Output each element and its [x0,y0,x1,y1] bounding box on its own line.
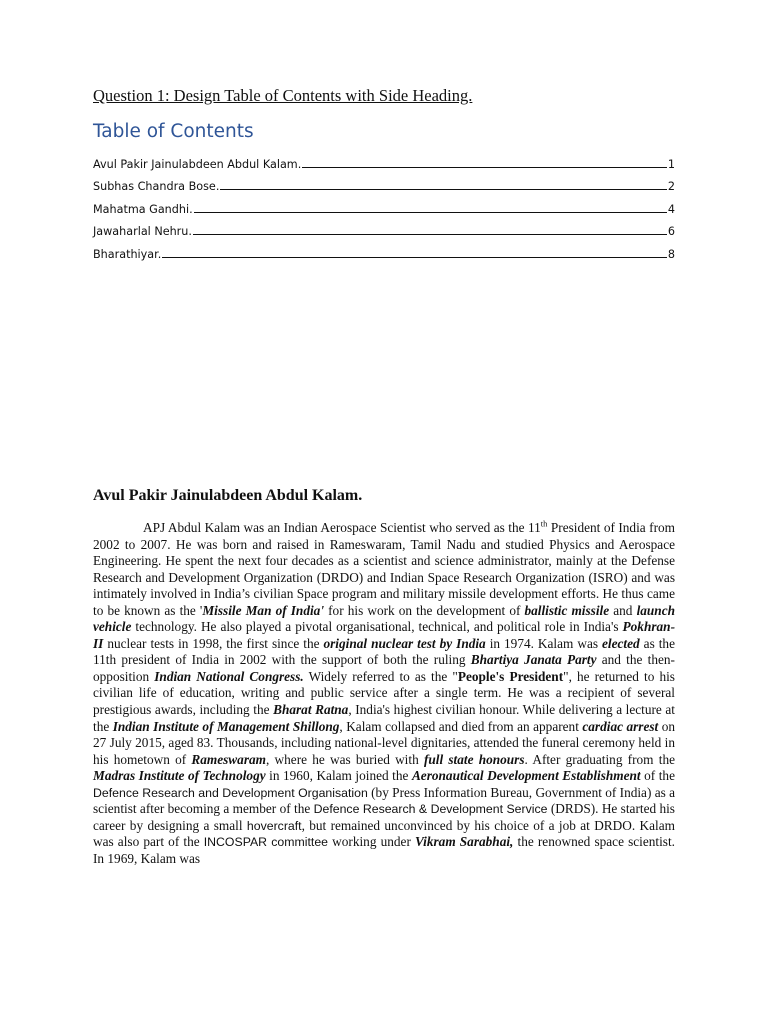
superscript-text: th [540,518,548,529]
toc-entry-page: 4 [667,202,675,216]
toc-entry-label: Mahatma Gandhi. [93,202,193,216]
emphasized-text: INCOSPAR committee [203,835,329,850]
paragraph-text: , where he was buried with [266,751,424,767]
section-heading: Avul Pakir Jainulabdeen Abdul Kalam. [93,487,363,504]
paragraph-text: technology. He also played a pivotal organisational, technical, and political role in India's [131,619,623,635]
paragraph-text: (by Press Information Bureau, Government of India) as a scientist after becoming a member of the [93,784,676,817]
paragraph-text: in 1960, Kalam joined the [265,768,412,784]
question-title: Question 1: Design Table of Contents with Side Heading. [93,86,473,105]
toc-entry[interactable] [93,193,675,216]
toc-leader-line [162,257,667,258]
toc-entry[interactable] [93,148,675,171]
toc-entry-label: Jawaharlal Nehru. [93,225,192,239]
emphasized-text: full state honours [423,751,525,767]
emphasized-text: Bhartiya Janata Party [470,652,597,668]
paragraph-text: President of India from 2002 to 2007. He was born and raised in Rameswaram, Tamil Nadu and studied Physics and Aerospace Engineering. He spent the next four decades as a scientist and science administrator, mainly at the Defense Research and Development Organization (DRDO) and Indian Space Research Organization (ISRO) and was intimately involved in India’s civilian Space program and military missile development efforts. He thus came to be known as the ' [93,520,675,618]
toc-entry[interactable] [93,171,675,194]
toc-entry-page: 8 [667,247,675,261]
paragraph-text: , but remained unconvinced by his choice of a job at DRDO. Kalam was also part of the [93,817,675,850]
emphasized-text: Missile Man of India' [202,602,325,618]
emphasized-text: cardiac arrest [582,718,659,734]
emphasized-text: Indian Institute of Management Shillong [112,718,340,734]
paragraph-text: APJ Abdul Kalam was an Indian Aerospace Scientist who served as the 11 [143,520,541,535]
paragraph-text: working under [328,834,416,850]
emphasized-text: Defence Research & Development Service [313,802,548,817]
paragraph-text: nuclear tests in 1998, the first since the [103,635,324,651]
paragraph-text: . After graduating from the [524,751,675,767]
paragraph-text: in 1974. Kalam was [485,635,603,651]
emphasized-text: Defence Research and Development Organisation [93,785,368,800]
emphasized-text: Rameswaram [191,751,266,767]
toc-entry-label: Bharathiyar. [93,247,162,261]
toc-leader-line [193,234,667,235]
paragraph-text: and [609,602,637,618]
emphasized-text: Aeronautical Development Establishment [411,768,641,784]
toc-entry-page: 6 [667,225,675,239]
paragraph-text: (DRDS). He started his career by designing a small [93,801,675,833]
paragraph-text: on 27 July 2015, aged 83. Thousands, including national-level dignitaries, attended the funeral ceremony held in his hometown of [93,718,675,767]
toc-entry-page: 2 [667,180,675,194]
emphasized-text: ballistic missile [524,602,610,618]
toc-entry-label: Subhas Chandra Bose. [93,180,220,194]
emphasized-text: original nuclear test by India [323,635,486,651]
toc-entry[interactable] [93,216,675,239]
paragraph-text: , India's highest civilian honour. While delivering a lecture at the [93,702,675,734]
emphasized-text: Pokhran-II [93,619,675,651]
toc-entry-label: Avul Pakir Jainulabdeen Abdul Kalam. [93,157,302,171]
table-of-contents [93,148,675,261]
paragraph-text: Widely referred to as the " [303,668,458,684]
toc-heading: Table of Contents [93,121,254,142]
emphasized-text: hovercraft [246,818,302,833]
emphasized-text: elected [602,635,640,651]
paragraph-text: the renowned space scientist. In 1969, Kalam was [93,834,676,866]
paragraph-text: , Kalam collapsed and died from an apparent [339,718,583,734]
emphasized-text: Indian National Congress. [154,668,304,684]
toc-entry[interactable] [93,238,675,261]
paragraph-text: as the 11th president of India in 2002 with the support of both the ruling [93,635,675,668]
body-paragraph [93,520,675,867]
emphasized-text: Madras Institute of Technology [93,768,266,784]
paragraph-text: ", he returned to his civilian life of education, writing and public service after a single term. He was a recipient of several prestigious awards, including the [93,668,675,718]
toc-leader-line [220,189,667,190]
emphasized-text: launch vehicle [93,602,675,635]
emphasized-text: Vikram Sarabhai, [415,834,514,850]
emphasized-text: Bharat Ratna [273,702,349,718]
paragraph-text: of the [640,768,675,784]
paragraph-text: for his work on the development of [324,602,525,618]
paragraph-text: and the then-opposition [93,652,675,684]
toc-leader-line [302,167,667,168]
toc-leader-line [194,212,667,213]
emphasized-text: People's President [457,668,564,684]
toc-entry-page: 1 [667,157,675,171]
